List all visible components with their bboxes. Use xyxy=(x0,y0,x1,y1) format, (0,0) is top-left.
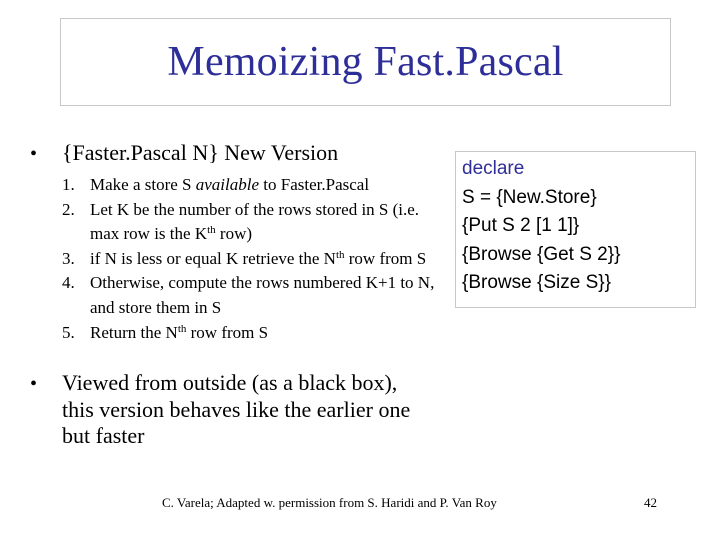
bullet-1-text: {Faster.Pascal N} New Version xyxy=(62,140,339,165)
step-text: to Faster.Pascal xyxy=(259,175,370,194)
code-line: S = {New.Store} xyxy=(462,186,597,208)
step-number: 4. xyxy=(62,273,75,293)
code-box xyxy=(455,151,696,308)
step-number: 5. xyxy=(62,322,75,342)
step-item xyxy=(62,271,442,320)
step-text: Make a store S xyxy=(90,175,196,194)
step-emphasis: available xyxy=(195,175,260,194)
title-box xyxy=(60,18,671,106)
footer-credit: C. Varela; Adapted w. permission from S. Haridi and P. Van Roy xyxy=(162,495,497,510)
step-superscript: th xyxy=(177,322,187,335)
step-number: 2. xyxy=(62,199,75,219)
step-number: 3. xyxy=(62,248,75,268)
step-text: Return the N xyxy=(90,322,178,342)
code-line: {Browse {Get S 2}} xyxy=(462,243,621,265)
step-text: row from S xyxy=(344,248,427,268)
code-keyword: declare xyxy=(462,158,525,179)
bullet-2-text: Viewed from outside (as a black box), this version behaves like the earlier one but faster xyxy=(62,370,411,448)
step-number: 1. xyxy=(62,175,75,194)
bullet-1-dot: • xyxy=(30,143,38,165)
step-list xyxy=(62,173,442,345)
step-item xyxy=(62,321,442,346)
step-item xyxy=(62,247,442,272)
slide-title: Memoizing Fast.Pascal xyxy=(167,39,564,85)
step-superscript: th xyxy=(335,248,345,261)
code-line: {Browse {Size S}} xyxy=(462,272,611,293)
code-line: {Put S 2 [1 1]} xyxy=(462,215,580,236)
step-item xyxy=(62,198,442,247)
step-text: row from S xyxy=(186,322,269,342)
step-superscript: th xyxy=(207,224,216,237)
page-number: 42 xyxy=(644,495,657,510)
step-text: if N is less or equal K retrieve the N xyxy=(90,248,336,268)
step-text: row) xyxy=(215,224,253,244)
step-text: Let K be the number of the rows stored in S (i.e. max row is the K xyxy=(90,199,420,244)
bullet-2-dot: • xyxy=(30,373,38,395)
step-text: Otherwise, compute the rows numbered K+1 to N, and store them in S xyxy=(90,273,435,317)
step-item xyxy=(62,173,442,198)
